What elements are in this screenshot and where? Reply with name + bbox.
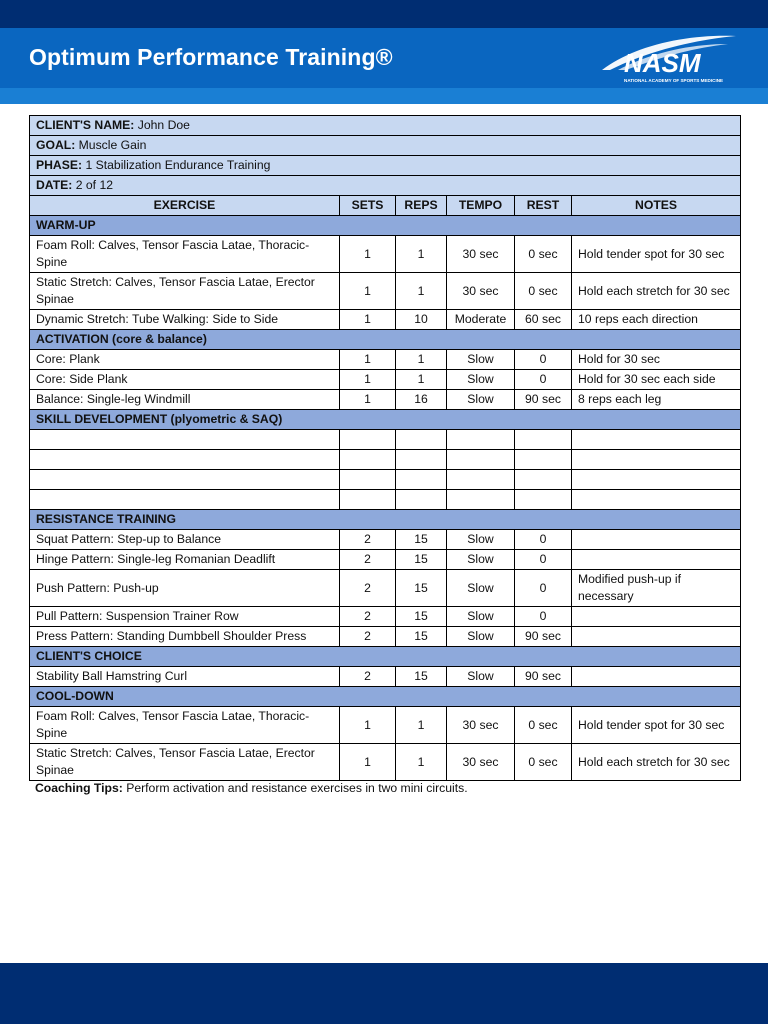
coaching-tips-label: Coaching Tips: [35, 781, 123, 795]
cell-sets: 2 [340, 627, 396, 647]
cell-tempo: Slow [447, 570, 515, 607]
cell-exercise: Press Pattern: Standing Dumbbell Shoulder Press [30, 627, 340, 647]
coaching-tips [35, 781, 468, 795]
col-rest-header: REST [515, 196, 572, 216]
column-header-row [30, 196, 741, 216]
cell-reps: 1 [396, 707, 447, 744]
blank-cell [396, 450, 447, 470]
blank-cell [340, 470, 396, 490]
client-name: John Doe [137, 118, 190, 132]
cell-reps: 15 [396, 570, 447, 607]
blank-cell [572, 430, 741, 450]
table-row [30, 390, 741, 410]
section-title: WARM-UP [30, 216, 741, 236]
col-notes-header: NOTES [572, 196, 741, 216]
section-title: ACTIVATION (core & balance) [30, 330, 741, 350]
cell-rest: 0 [515, 370, 572, 390]
blank-cell [396, 490, 447, 510]
logo-subtext: NATIONAL ACADEMY OF SPORTS MEDICINE [624, 78, 724, 83]
cell-sets: 1 [340, 350, 396, 370]
section-resistance [30, 510, 741, 530]
blank-cell [447, 430, 515, 450]
blank-cell [30, 470, 340, 490]
cell-notes [572, 607, 741, 627]
cell-sets: 2 [340, 570, 396, 607]
section-title: CLIENT'S CHOICE [30, 647, 741, 667]
coaching-tips-text: Perform activation and resistance exercises in two mini circuits. [126, 781, 468, 795]
top-band [0, 0, 768, 28]
goal-value: Muscle Gain [78, 138, 147, 152]
blank-cell [396, 430, 447, 450]
table-row [30, 607, 741, 627]
cell-rest: 90 sec [515, 390, 572, 410]
blank-row [30, 490, 741, 510]
cell-rest: 90 sec [515, 667, 572, 687]
blank-row [30, 430, 741, 450]
table-row [30, 236, 741, 273]
cell-exercise: Squat Pattern: Step-up to Balance [30, 530, 340, 550]
phase-value: 1 Stabilization Endurance Training [85, 158, 271, 172]
cell-sets: 1 [340, 370, 396, 390]
bottom-band [0, 963, 768, 1024]
cell-reps: 1 [396, 273, 447, 310]
client-name-row [30, 116, 741, 136]
cell-sets: 1 [340, 707, 396, 744]
section-title: COOL-DOWN [30, 687, 741, 707]
table-row [30, 273, 741, 310]
cell-rest: 0 [515, 570, 572, 607]
cell-sets: 2 [340, 667, 396, 687]
cell-notes: 10 reps each direction [572, 310, 741, 330]
cell-rest: 0 sec [515, 707, 572, 744]
cell-notes: Hold each stretch for 30 sec [572, 273, 741, 310]
cell-notes: Hold for 30 sec [572, 350, 741, 370]
goal-row [30, 136, 741, 156]
cell-exercise: Pull Pattern: Suspension Trainer Row [30, 607, 340, 627]
blank-cell [340, 450, 396, 470]
cell-reps: 15 [396, 607, 447, 627]
cell-notes [572, 530, 741, 550]
cell-sets: 2 [340, 530, 396, 550]
cell-notes [572, 550, 741, 570]
header-stripe [0, 88, 768, 104]
cell-rest: 0 sec [515, 273, 572, 310]
cell-notes: Hold each stretch for 30 sec [572, 744, 741, 781]
table-row [30, 310, 741, 330]
col-reps-header: REPS [396, 196, 447, 216]
table-row [30, 627, 741, 647]
cell-exercise: Core: Side Plank [30, 370, 340, 390]
phase-row [30, 156, 741, 176]
blank-cell [515, 430, 572, 450]
cell-exercise: Static Stretch: Calves, Tensor Fascia Latae, Erector Spinae [30, 744, 340, 781]
cell-exercise: Stability Ball Hamstring Curl [30, 667, 340, 687]
section-title: SKILL DEVELOPMENT (plyometric & SAQ) [30, 410, 741, 430]
phase-label: PHASE: [36, 158, 83, 172]
blank-cell [515, 470, 572, 490]
table-row [30, 370, 741, 390]
cell-rest: 0 sec [515, 744, 572, 781]
cell-exercise: Static Stretch: Calves, Tensor Fascia Latae, Erector Spinae [30, 273, 340, 310]
cell-sets: 1 [340, 390, 396, 410]
cell-tempo: Slow [447, 530, 515, 550]
client-name-label: CLIENT'S NAME: [36, 118, 135, 132]
table-row [30, 350, 741, 370]
table-row [30, 530, 741, 550]
cell-rest: 60 sec [515, 310, 572, 330]
cell-tempo: Slow [447, 370, 515, 390]
blank-cell [447, 450, 515, 470]
date-value: 2 of 12 [75, 178, 114, 192]
nasm-logo [596, 30, 741, 86]
cell-sets: 2 [340, 550, 396, 570]
cell-tempo: 30 sec [447, 236, 515, 273]
section-warmup [30, 216, 741, 236]
blank-cell [447, 490, 515, 510]
cell-tempo: Slow [447, 627, 515, 647]
cell-tempo: 30 sec [447, 744, 515, 781]
cell-notes: Hold tender spot for 30 sec [572, 236, 741, 273]
cell-tempo: 30 sec [447, 707, 515, 744]
cell-tempo: Slow [447, 550, 515, 570]
cell-notes: Modified push-up if necessary [572, 570, 741, 607]
cell-sets: 1 [340, 236, 396, 273]
cell-notes: Hold tender spot for 30 sec [572, 707, 741, 744]
cell-reps: 16 [396, 390, 447, 410]
blank-cell [396, 470, 447, 490]
cell-exercise: Core: Plank [30, 350, 340, 370]
cell-tempo: 30 sec [447, 273, 515, 310]
cell-exercise: Foam Roll: Calves, Tensor Fascia Latae, Thoracic-Spine [30, 236, 340, 273]
cell-reps: 1 [396, 350, 447, 370]
cell-reps: 15 [396, 530, 447, 550]
cell-tempo: Moderate [447, 310, 515, 330]
cell-rest: 0 [515, 607, 572, 627]
cell-reps: 10 [396, 310, 447, 330]
cell-sets: 2 [340, 607, 396, 627]
cell-exercise: Push Pattern: Push-up [30, 570, 340, 607]
cell-reps: 1 [396, 236, 447, 273]
page-title: Optimum Performance Training® [29, 44, 393, 70]
section-cooldown [30, 687, 741, 707]
cell-rest: 0 [515, 550, 572, 570]
cell-tempo: Slow [447, 607, 515, 627]
cell-exercise: Dynamic Stretch: Tube Walking: Side to Side [30, 310, 340, 330]
cell-notes [572, 667, 741, 687]
cell-rest: 0 [515, 530, 572, 550]
cell-reps: 1 [396, 370, 447, 390]
cell-sets: 1 [340, 310, 396, 330]
cell-exercise: Hinge Pattern: Single-leg Romanian Deadlift [30, 550, 340, 570]
cell-reps: 15 [396, 627, 447, 647]
cell-notes: Hold for 30 sec each side [572, 370, 741, 390]
blank-cell [572, 470, 741, 490]
blank-cell [340, 490, 396, 510]
date-row [30, 176, 741, 196]
table-row [30, 707, 741, 744]
section-activation [30, 330, 741, 350]
cell-rest: 0 sec [515, 236, 572, 273]
table-row [30, 550, 741, 570]
cell-tempo: Slow [447, 390, 515, 410]
cell-reps: 15 [396, 550, 447, 570]
cell-notes: 8 reps each leg [572, 390, 741, 410]
date-label: DATE: [36, 178, 73, 192]
section-title: RESISTANCE TRAINING [30, 510, 741, 530]
cell-tempo: Slow [447, 667, 515, 687]
blank-cell [572, 490, 741, 510]
cell-exercise: Foam Roll: Calves, Tensor Fascia Latae, Thoracic-Spine [30, 707, 340, 744]
cell-notes [572, 627, 741, 647]
blank-cell [30, 490, 340, 510]
blank-cell [447, 470, 515, 490]
training-plan-table [29, 115, 741, 781]
col-sets-header: SETS [340, 196, 396, 216]
cell-sets: 1 [340, 273, 396, 310]
cell-reps: 1 [396, 744, 447, 781]
cell-reps: 15 [396, 667, 447, 687]
table-row [30, 667, 741, 687]
table-row [30, 570, 741, 607]
section-skill [30, 410, 741, 430]
blank-row [30, 450, 741, 470]
blank-cell [30, 430, 340, 450]
blank-cell [572, 450, 741, 470]
cell-rest: 90 sec [515, 627, 572, 647]
cell-rest: 0 [515, 350, 572, 370]
cell-sets: 1 [340, 744, 396, 781]
logo-wordmark: NASM [624, 48, 701, 78]
table-row [30, 744, 741, 781]
blank-cell [515, 450, 572, 470]
section-choice [30, 647, 741, 667]
cell-tempo: Slow [447, 350, 515, 370]
blank-cell [30, 450, 340, 470]
col-exercise-header: EXERCISE [30, 196, 340, 216]
goal-label: GOAL: [36, 138, 76, 152]
col-tempo-header: TEMPO [447, 196, 515, 216]
blank-row [30, 470, 741, 490]
blank-cell [515, 490, 572, 510]
blank-cell [340, 430, 396, 450]
cell-exercise: Balance: Single-leg Windmill [30, 390, 340, 410]
